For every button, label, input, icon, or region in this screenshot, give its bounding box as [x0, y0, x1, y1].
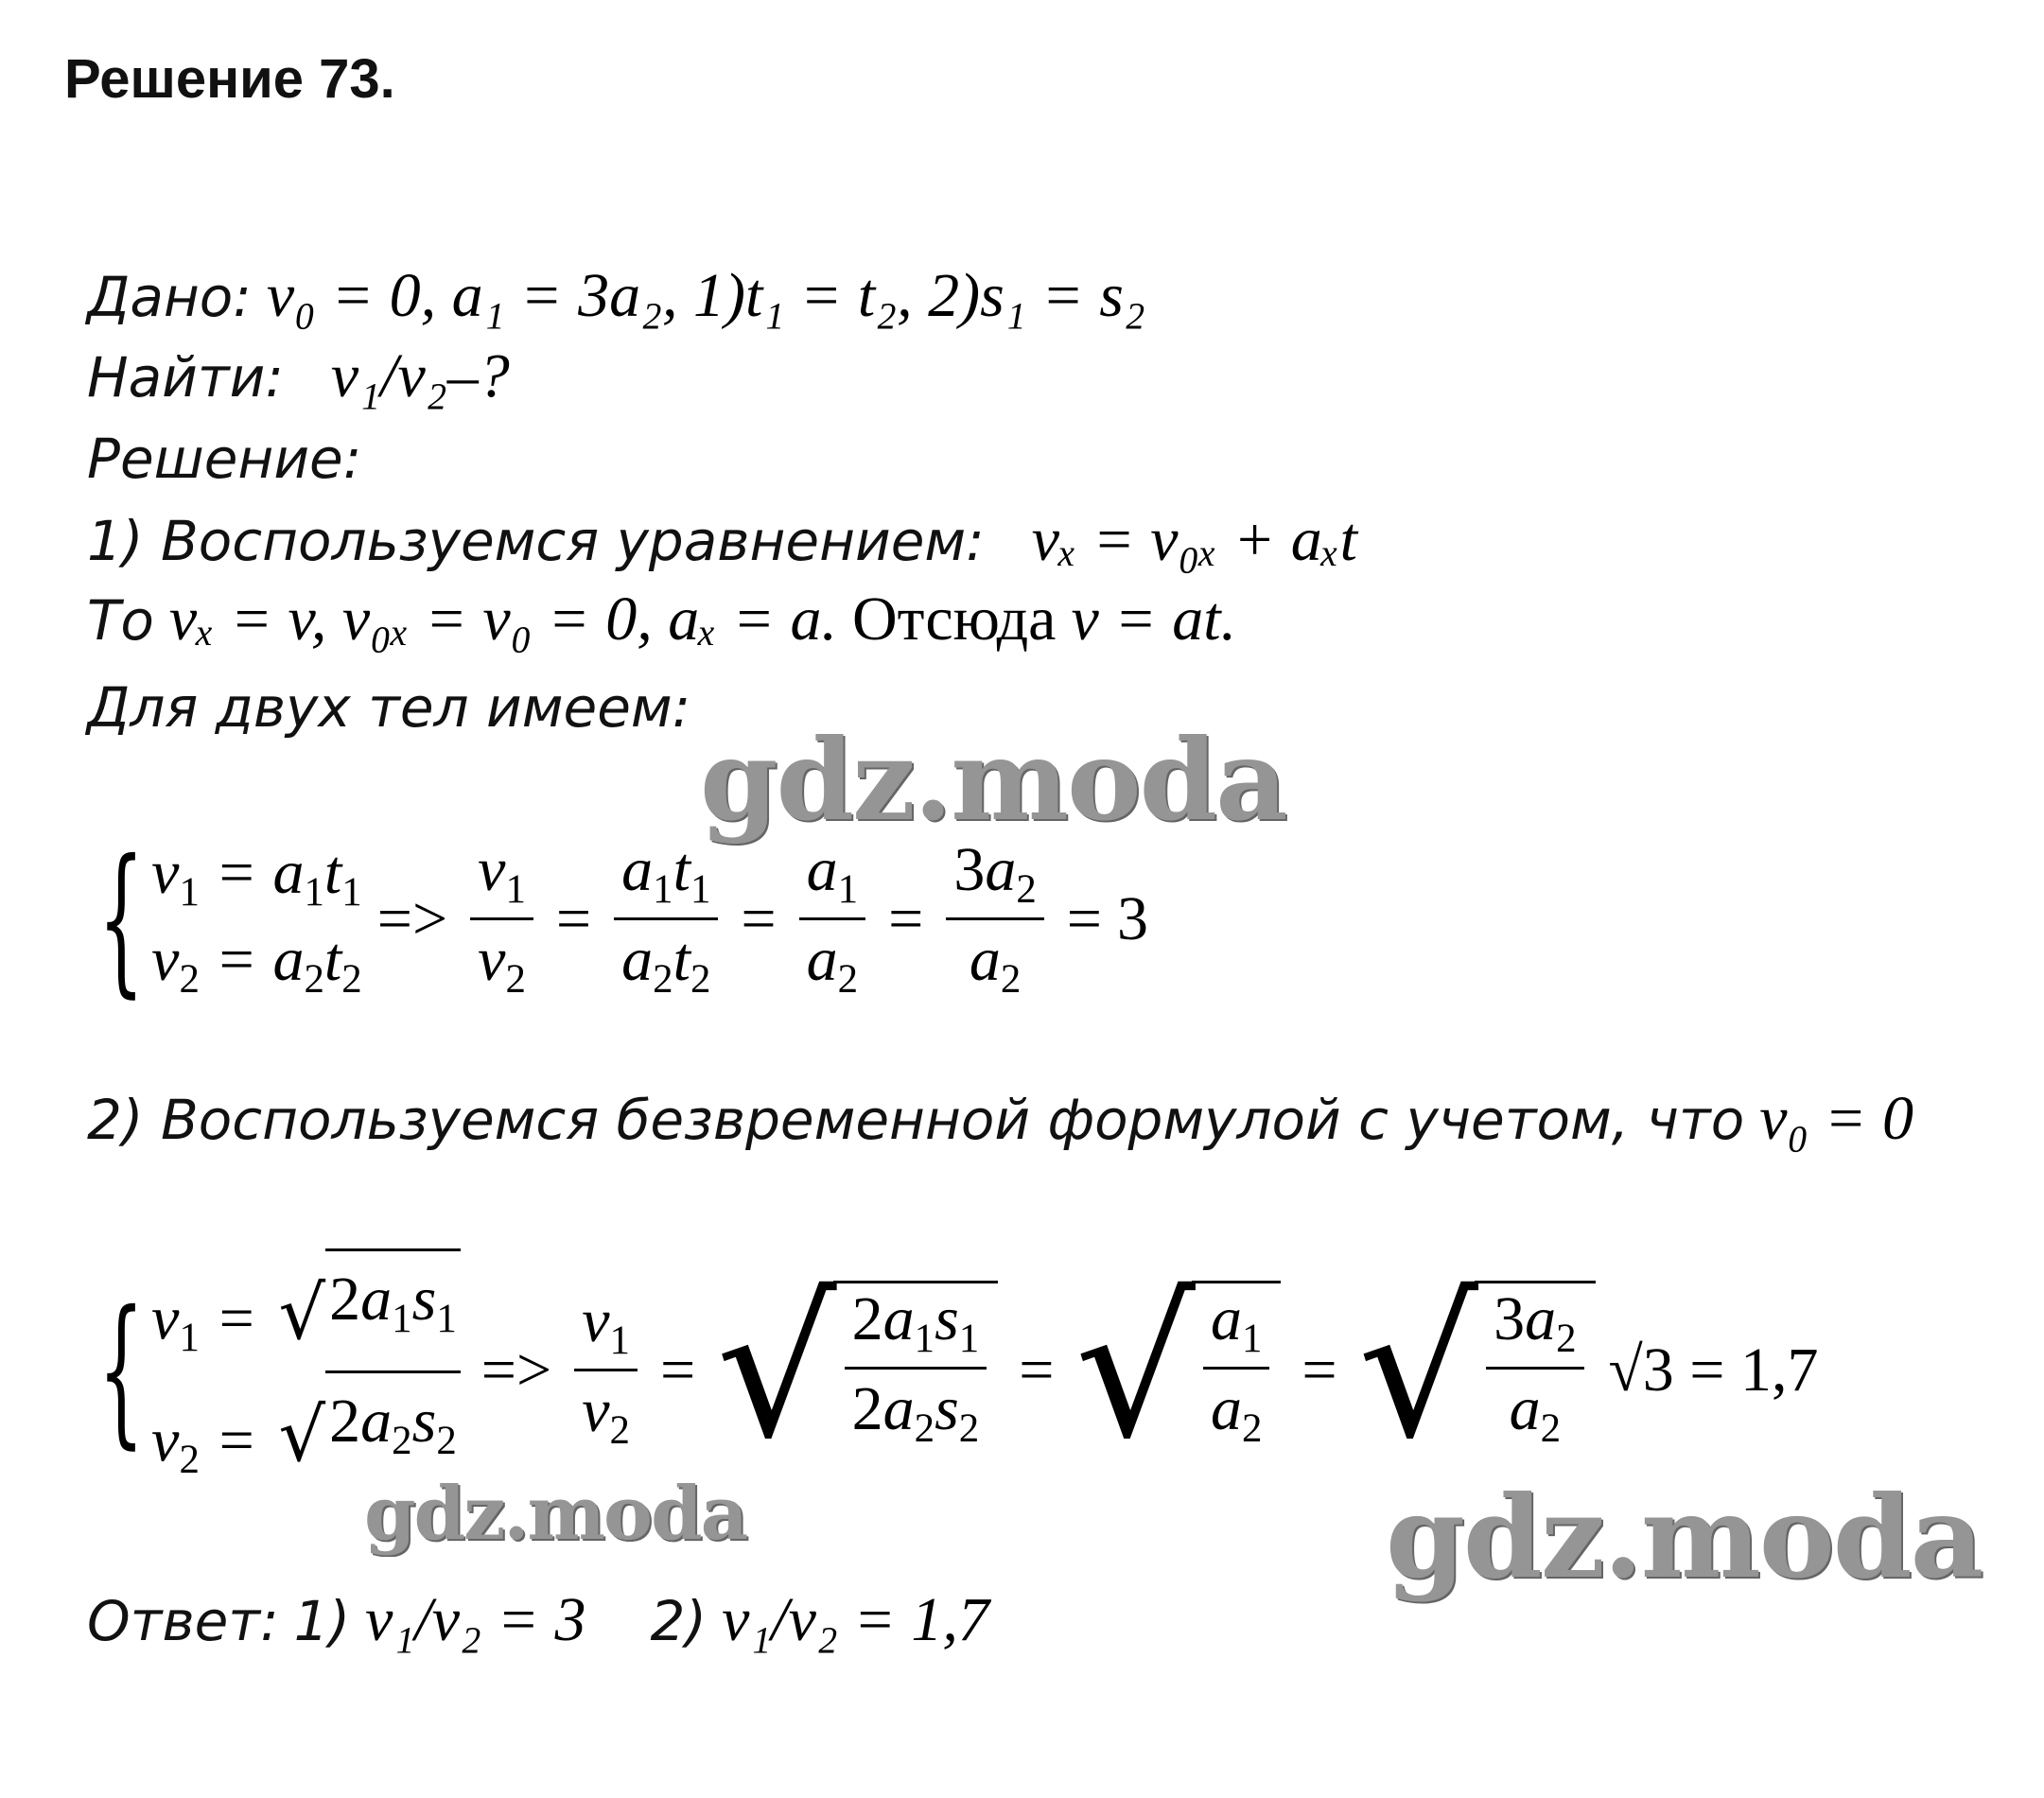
- step1-formula: vₓ = v₀ₓ + aₓt: [1031, 505, 1357, 574]
- find-expression: v₁/v₂–?: [330, 341, 510, 410]
- page-title: Решение 73.: [64, 48, 395, 110]
- given-line: [87, 261, 1145, 330]
- system1-block: { $v_1 = a_1t_1$ $v_2 = a_2t_2$ => $\frac{v_1}{v_2}$ = $\frac{a_1t_1}{a_2t_2}$ = $\frac{a_1}{a_2}$ = $\frac{3a_2}{a_2}$ = 3: [97, 825, 1149, 1013]
- answer-label: Ответ:: [87, 1589, 279, 1653]
- solution-label-line: [87, 427, 362, 491]
- step1-line: [87, 505, 1357, 574]
- step2-text: 2) Воспользуемся безвременной формулой с учетом, что: [87, 1088, 1745, 1152]
- system1-equations: [151, 832, 362, 1005]
- fraction-3a2-a2: $\frac{3a_2}{a_2}$: [946, 836, 1043, 1002]
- implies-symbol: =>: [376, 883, 448, 953]
- fraction-v1-v2: $\frac{v_1}{v_2}$: [470, 836, 533, 1002]
- system2-block: { $v_1$ = √ $2a_1s_1$ $v_2$ = √ $2a_2s_2$ => $\frac{v_1}{v_2}$ = √ $\frac{2a_1s_1}{2a_2s_2}$ = √ $\frac{a_1}{a_2}$ = √ $\frac{3a_2}{a_2}$ √3 = 1,7: [87, 1248, 1818, 1492]
- step1-word: Отсюда: [852, 585, 1057, 654]
- system1-result: 3: [1117, 883, 1149, 953]
- system1-eq2: $v_2 = a_2t_2$: [151, 924, 362, 1002]
- answer-part1: v₁/v₂ = 3: [365, 1585, 586, 1654]
- implies-symbol: =>: [480, 1335, 552, 1405]
- two-bodies-line: [87, 675, 691, 740]
- left-brace-icon: {: [97, 825, 145, 1013]
- step2-line: [87, 1084, 1913, 1153]
- fraction-a1t1-a2t2: $\frac{a_1t_1}{a_2t_2}$: [614, 836, 718, 1002]
- sqrt-3a2-a2: √ $\frac{3a_2}{a_2}$: [1358, 1281, 1596, 1460]
- step1-text: 1) Воспользуемся уравнением:: [87, 509, 985, 573]
- answer-line: [87, 1585, 989, 1654]
- system2-eq2: $v_2$ = √ $2a_2s_2$: [151, 1370, 466, 1493]
- step1-result: v = at.: [1071, 585, 1237, 654]
- two-bodies-text: Для двух тел имеем:: [87, 675, 691, 740]
- watermark-logo: gdz.moda: [1386, 1471, 1983, 1604]
- system2-eq1: $v_1$ = √ $2a_1s_1$: [151, 1248, 466, 1370]
- system1-eq1: $v_1 = a_1t_1$: [151, 838, 362, 915]
- fraction-a1-a2: $\frac{a_1}{a_2}$: [799, 836, 865, 1002]
- step1-line2: [87, 585, 1237, 654]
- answer-part2: v₁/v₂ = 1,7: [722, 1585, 989, 1654]
- answer-part2-label: 2): [650, 1589, 708, 1653]
- sqrt-2a1s1-2a2s2: √ $\frac{2a_1s_1}{2a_2s_2}$: [716, 1281, 998, 1460]
- answer-part1-label: 1): [293, 1589, 351, 1653]
- step1-prefix: То: [87, 588, 154, 653]
- given-expression: v₀ = 0, a₁ = 3a₂, 1)t₁ = t₂, 2)s₁ = s₂: [266, 261, 1145, 330]
- given-label: Дано:: [87, 265, 252, 329]
- system2-result: √3 = 1,7: [1608, 1335, 1819, 1405]
- watermark-logo: gdz.moda: [364, 1471, 747, 1557]
- find-line: [87, 341, 510, 410]
- solution-label: Решение:: [87, 427, 362, 491]
- fraction-v1-v2: $\frac{v_1}{v_2}$: [574, 1287, 638, 1453]
- find-label: Найти:: [87, 345, 284, 410]
- left-brace-icon: {: [97, 1276, 145, 1464]
- system2-equations: [151, 1248, 466, 1492]
- step2-condition: v₀ = 0: [1759, 1084, 1913, 1153]
- sqrt-a1-a2: √ $\frac{a_1}{a_2}$: [1074, 1281, 1281, 1460]
- step1-expression: vₓ = v, v₀ₓ = v₀ = 0, aₓ = a.: [168, 585, 838, 654]
- watermark-logo: gdz.moda: [700, 714, 1286, 846]
